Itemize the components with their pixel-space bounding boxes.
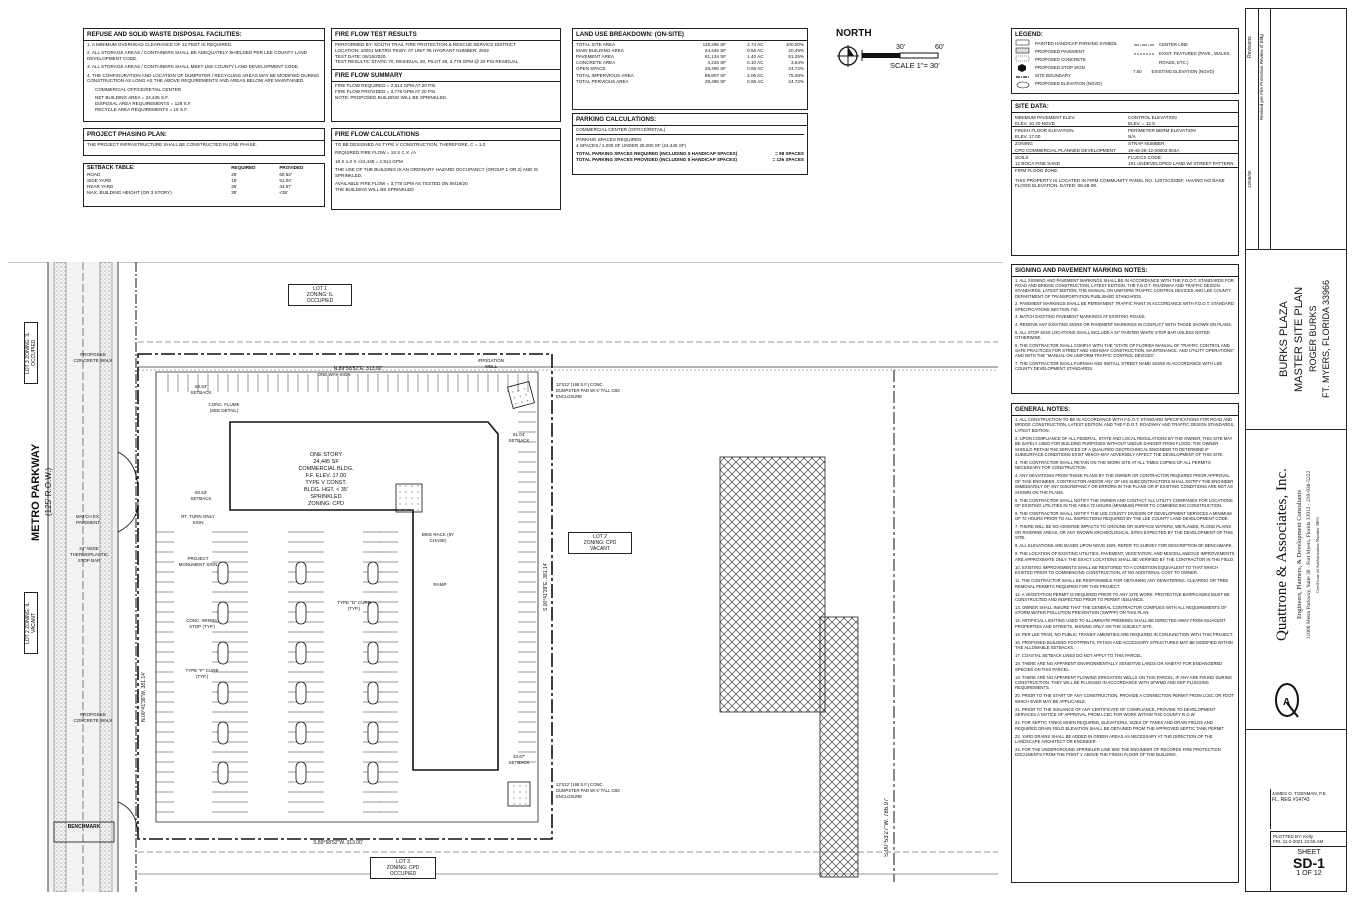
bearing-north: N.89°58'52"E. 313.00' — [333, 366, 383, 372]
calc-line: THE USE OF THE BUILDING IS AN ORDINARY HAZARD OCCUPANCY (GROUP 1 OR 2) AND IS SPRINKLED. — [335, 166, 538, 178]
sitedata-row — [1012, 120, 1238, 127]
setback-row: ROAD — [87, 171, 101, 177]
general-note: 12. A VEGETATION PERMIT IS REQUIRED PRIOR TO ANY SITE WORK. PROTECTIVE BARRICADES MUST BE CONSTRUCTED AND INSPECTED PRIOR TO PERMIT ISSUANCE. — [1015, 591, 1230, 602]
callout-curb-d: TYPE "D" CURB (TYP.) — [337, 600, 371, 611]
landscape-island — [218, 722, 228, 744]
general-note: 8. ALL ELEVATIONS ARE BASED UPON NGVD 1929, REFER TO SURVEY FOR DESCRIPTION OF BENCHMARK. — [1015, 543, 1233, 549]
general-note: 22. FOR SEPTIC TANKS WHEN REQUIRED, ELEVATIONS, SIZES OF TANKS AND DRAIN FIELDS AND REQUIRED DRAIN FIELD ELEVATION SHALL BE OBTAINED FROM THE APPROVED SEPTIC TANK PERMIT. — [1015, 720, 1225, 731]
lot3w-line: ZONING: IL — [25, 332, 31, 359]
firm-subtitle: Engineers, Planners, & Development Consultants — [1296, 490, 1303, 620]
scale-tick-30: 30' — [896, 44, 906, 51]
parking-total-label: TOTAL PARKING SPACES REQUIRED (INCLUDING 5 HANDICAP SPACES) — [576, 151, 738, 157]
callout-stopbar: 24" WIDE THERMOPLASTIC STOP BAR — [69, 546, 109, 563]
callout-curb-f: TYPE "F" CURB (TYP.) — [185, 668, 219, 679]
site-plan-drawing — [8, 262, 1003, 892]
parking-total-value: = 98 SPACES — [775, 151, 804, 157]
callout-rt-turn: RT. TURN ONLY SIGN — [181, 514, 215, 525]
landscape-island — [296, 722, 306, 744]
building-line: BLDG. HGT. < 35' — [304, 487, 348, 493]
fireflow-summary-title: FIRE FLOW SUMMARY — [332, 69, 560, 82]
legend-box — [1011, 28, 1239, 94]
lot3-line: OCCUPIED — [389, 871, 417, 877]
general-box — [1011, 403, 1239, 883]
signing-note: 4. REMOVE ANY EXISTING SIGNS OR PAVEMENT MARKINGS IN CONFLICT WITH THOSE SHOWN ON PLANS. — [1015, 321, 1233, 327]
general-note: 18. THERE ARE NO APPARENT ENVIRONMENTALLY SENSITIVE LANDS OR HABITAT FOR ENDANGERED SPECIES ON THIS PARCEL. — [1015, 661, 1223, 672]
project-name: BURKS PLAZA — [1278, 301, 1290, 377]
general-note: 3. THE CONTRACTOR SHALL RETAIN ON THE WORK SITE AT ALL TIMES COPIES OF ALL PERMITS NECESSARY FOR CONSTRUCTION. — [1015, 460, 1211, 471]
project-location: FT. MYERS, FLORIDA 33966 — [1321, 279, 1331, 399]
legend-item: CENTER LINE — [1159, 42, 1189, 47]
firm-logo — [1274, 681, 1300, 719]
legend-title: LEGEND: — [1015, 31, 1043, 38]
signing-note: 5. ALL STOP SIGN LOCATIONS SHALL INCLUDE A 24" PAINTED WHITE STOP BAR UNLESS NOTED OTHERWISE. — [1015, 329, 1210, 340]
landuse-cell: 4,226 SF — [707, 60, 727, 66]
fireflow-title: FIRE FLOW TEST RESULTS — [332, 29, 560, 41]
sitedata-row — [1012, 140, 1238, 147]
callout-ramp: RAMP — [433, 582, 447, 587]
lot2-line: VACANT — [590, 546, 610, 552]
sitedata-cell: ELEV. 10.40 NGVD — [1015, 120, 1055, 126]
callout-well: IRRIGATION WELL — [478, 358, 504, 369]
sitedata-cell: 191 UNDEVELOPED LAND W/ STREET PATTERN — [1128, 160, 1234, 166]
landscape-island — [368, 722, 378, 744]
landuse-cell: 24.72% — [788, 66, 804, 72]
landscape-island — [368, 642, 378, 664]
sitedata-cell: STRAP NUMBER — [1128, 141, 1165, 147]
lot2w-label — [24, 592, 38, 654]
setback-prov: <35' — [279, 190, 288, 196]
refuse-title: REFUSE AND SOLID WASTE DISPOSAL FACILITIES: — [84, 29, 324, 41]
landuse-cell: 3.54% — [790, 60, 804, 66]
north-label: NORTH — [836, 28, 872, 39]
general-note: 16. PROPOSED BUILDING FOOTPRINTS, PATIOS AND ACCESSORY STRUCTURES MAY BE MODIFIED WITHIN THE ALLOWABLE SETBACKS. — [1015, 639, 1233, 651]
setback-prov: 51.04' — [279, 177, 292, 183]
building-line: ZONING: CPD — [307, 501, 345, 507]
revisions-label: Revisions — [1247, 36, 1253, 58]
setback-table — [83, 163, 325, 207]
plotted-date: FRI, 11-2-2021 10:56 AM — [1273, 839, 1324, 844]
fireflow-line: TEST DATE: 06/19/2020 — [335, 53, 386, 59]
sitedata-cell: ELEV. = 12.5 — [1128, 120, 1155, 126]
callout-oneway: ONE WAY SIGN — [317, 372, 351, 377]
parking-title: PARKING CALCULATIONS: — [573, 114, 807, 126]
general-note: 23. YARD DRAINS SHALL BE ADDED IN GREEN AREAS AS NECESSARY AT THE DIRECTION OF THE LANDSCAPE ARCHITECT OR ENGINEER. — [1015, 733, 1213, 744]
landuse-cell: 89,807 SF — [704, 72, 727, 78]
legend-item: SITE BOUNDARY — [1035, 73, 1071, 78]
callout-walk-2: PROPOSED CONCRETE WALK — [73, 712, 113, 723]
scale-tick-60: 60' — [935, 44, 945, 51]
legend-line-icon — [1132, 41, 1162, 71]
parking-sub: COMMERCIAL CENTER (OFFICE/RETAIL) — [576, 127, 804, 135]
legend-item: EXISTING ELEVATION (NGVD) — [1151, 69, 1215, 74]
setback-req: 35' — [231, 190, 238, 196]
sitedata-cell: 12 BOCA FINE SAND — [1015, 160, 1060, 166]
landuse-cell: TOTAL PERVIOUS AREA — [576, 78, 629, 84]
landuse-cell: 20.49% — [788, 47, 804, 53]
signing-box — [1011, 264, 1239, 394]
lot1-label — [288, 284, 352, 306]
setback-prov: 60.53' — [279, 171, 292, 177]
lot2-line: LOT 2 — [593, 534, 607, 540]
pe-name: JAMES O. TOENMAN, P.E. — [1272, 791, 1328, 796]
setback-label: 43.67' SETBACK — [508, 754, 530, 765]
revision-1: Revised per Fire Protection Review of Bldg — [1259, 34, 1264, 120]
building-line: F.F. ELEV. 17.00 — [305, 473, 347, 479]
setback-req: 25' — [231, 171, 238, 177]
parking-total-value: = 136 SPACES — [772, 157, 804, 163]
calc-line: REQUIRED FIRE FLOW = 18 X C X √A — [335, 150, 417, 156]
legend-item: EXIST. FEATURES (PAVE., WALKS, ROADS, ETC.) — [1159, 51, 1231, 65]
calc-box — [331, 128, 561, 210]
legend-item: PAINTED HANDICAP PARKING SYMBOL — [1035, 41, 1118, 46]
landscape-island — [218, 682, 228, 704]
general-note: 2. UPON COMPLIANCE OF ALL FEDERAL, STATE AND LOCAL REGULATIONS BY THE OWNER, THIS SITE MAY BE SAFELY USED FOR BUILDING PURPOSES WITHOUT UNDUE DANGER FROM FLOOD. THE OWNER SHOULD RETAIN THE SERVICES OF A QUALIFIED GEOTECHNICAL ENGINEER TO DETERMINE IF SUBSURFACE CONDITIONS EXIST WHICH MAY ADVERSELY AFFECT THE DEVELOPMENT OF THIS SITE. — [1015, 435, 1233, 458]
signing-note: 1. ALL SIGNING AND PAVEMENT MARKINGS SHALL BE IN ACCORDANCE WITH THE F.D.O.T. STANDARDS FOR ROAD AND BRIDGE CONSTRUCTION, LATEST EDITION, THE F.D.O.T. ROADWAY AND TRAFFIC DESIGN STANDARDS, LATEST EDITION, THE MANUAL ON UNIFORM TRAFFIC CONTROL DEVICES AND LEE COUNTY DEPARTMENT OF TRANSPORTATION PUBLISHED STANDARDS. — [1015, 278, 1234, 299]
landuse-cell: 24,445 SF — [704, 47, 727, 53]
sitedata-cell: FINISH FLOOR ELEVATION — [1015, 127, 1074, 133]
lot3w-line: OCCUPIED — [31, 339, 37, 367]
lot1-line: ZONING: IL — [306, 292, 334, 298]
street-row: (125' R.O.W.) — [44, 467, 53, 517]
callout-monument: PROJECT MONUMENT SIGN — [178, 556, 218, 567]
sitedata-row — [1012, 134, 1238, 141]
parking-total-label: TOTAL PARKING SPACES PROVIDED (INCLUDING 5 HANDICAP SPACES) — [576, 157, 737, 163]
sitedata-cell: SOILS — [1015, 154, 1029, 160]
landuse-cell: OPEN SPACE — [576, 66, 606, 72]
project-client: ROGER BURKS — [1308, 305, 1318, 373]
lot1-line: LOT 1 — [313, 286, 327, 292]
sitedata-row — [1012, 167, 1238, 174]
refuse-note-2: 2. ALL STORAGE AREAS / CONTAINERS SHALL BE ADEQUATELY SHIELDED PER LEE COUNTY LAND DEVELOPMENT CODE. — [87, 50, 307, 62]
refuse-box — [83, 28, 325, 122]
sitedata-cell: FLUCCS CODE: — [1128, 154, 1163, 160]
firm-cert: Certificate of Authorization Number 5865 — [1315, 517, 1320, 593]
landuse-cell: 119,295 SF — [702, 41, 727, 47]
calc-line: TO BE DESIGNED AS TYPE V CONSTRUCTION, THEREFORE, C = 1.0 — [335, 142, 486, 147]
phasing-text: THE PROJECT INFRASTRUCTURE SHALL BE CONSTRUCTED IN ONE PHASE. — [87, 142, 257, 147]
sitedata-cell: MINIMUM PAVEMENT ELEV. — [1015, 114, 1076, 120]
general-note: 21. PRIOR TO THE ISSUANCE OF ANY CERTIFICATE OF COMPLIANCE, PROVIDE TO DEVELOPMENT SERVICES A NOTICE OF APPROVAL FROM LCEC FOR WORK WITHIN THE COUNTY R.O.W. — [1015, 706, 1216, 718]
pe-reg: FL. REG #14743 — [1272, 797, 1310, 803]
general-note: 10. EXISTING IMPROVEMENTS SHALL BE RESTORED TO A CONDITION EQUIVALENT TO THAT WHICH EXISTED PRIOR TO COMMENCING CONSTRUCTION, AT NO ADDITIONAL COST TO OWNER. — [1015, 564, 1219, 576]
refuse-line-2: DISPOSAL AREA REQUIREMENTS = 128 S.F. — [95, 100, 192, 106]
landscape-island — [218, 762, 228, 784]
calc-line: AVAILABLE FIRE FLOW = 3,778 GPM AS TESTED ON 06/19/20 — [335, 180, 468, 186]
phasing-title: PROJECT PHASING PLAN: — [84, 129, 324, 141]
setback-row: MAX. BUILDING HEIGHT (OR 3 STORY) — [87, 190, 172, 196]
parking-line: 4 SPACES / 1,000 SF UNDER 25,000 SF (24,445 SF) — [576, 142, 687, 148]
callout-wheelstop: CONC. WHEEL STOP (TYP.) — [186, 618, 218, 629]
lot2-line: ZONING: CPD — [583, 540, 617, 546]
landscape-island — [296, 562, 306, 584]
landuse-cell: 29,490 SF — [704, 66, 727, 72]
street-name: METRO PARKWAY — [30, 443, 42, 541]
callout-dumpster: 12'X12' (168 S.F.) CONC. DUMPSTER PAD W/ 6' TALL CBS ENCLOSURE — [556, 382, 620, 399]
sitedata-note: THIS PROPERTY IS LOCATED IN FIRM COMMUNITY PANEL NO. 12071C0335F, HAVING NO BASE FLOOD ELEVATION. DATED: 08-28-08. — [1015, 177, 1225, 189]
landscape-island — [368, 762, 378, 784]
legend-item: PROPOSED ELEVATION (NGVD) — [1035, 81, 1102, 86]
landuse-cell: 0.68 AC — [747, 78, 764, 84]
general-note: 17. COASTAL SETBACK LINES DO NOT APPLY TO THIS PARCEL. — [1015, 653, 1143, 659]
general-note: 20. PRIOR TO THE START OF ANY CONSTRUCTION, PROVIDE A CONNECTION PERMIT FROM LCEC OR FDOT WHICH EVER MAY BE APPLICABLE. — [1015, 693, 1234, 704]
landuse-cell: 0.10 AC — [747, 60, 764, 66]
fireflow-summary-line: FIRE FLOW REQUIRED = 2,914 GPM AT 20 PSI — [335, 83, 436, 89]
sitedata-cell: PERIMETER BERM ELEVATION — [1128, 127, 1196, 133]
legend-item: PROPOSED CONCRETE — [1035, 57, 1086, 62]
fireflow-line: TEST RESULTS: STATIC 70, RESIDUAL 60, PILOT 28, 3,778 GPM @ 20 PSI RESIDUAL — [335, 59, 519, 65]
setback-label: 51.04' SETBACK — [508, 432, 530, 443]
bearing-far: S.00°53'27"W. 786.97' — [884, 797, 890, 857]
sheet-number: SD-1 — [1293, 855, 1325, 871]
landuse-cell: 100.00% — [785, 41, 804, 47]
building-line: SPRINKLED — [310, 494, 342, 500]
legend-item: PROPOSED STOP SIGN — [1035, 65, 1085, 70]
site-plan — [8, 262, 1003, 892]
landuse-cell: 75.28% — [788, 72, 804, 78]
landuse-cell: PAVEMENT AREA — [576, 53, 615, 59]
phasing-box — [83, 128, 325, 156]
svg-text:A: A — [1283, 697, 1291, 708]
setback-req: 25' — [231, 184, 238, 190]
landscape-island — [218, 642, 228, 664]
sheet-label: SHEET — [1297, 849, 1321, 856]
general-note: 19. THERE ARE NO APPARENT FLOWING IRRIGATION WELLS ON THIS PARCEL; IF ANY ARE FOUND DURING CONSTRUCTION, THEY WILL BE PLUGGED IN ACCORDANCE WITH SFWMD AND DEP PLUGGING REQUIREMENTS. — [1015, 674, 1233, 691]
lot3w-line: LOT 3 — [25, 360, 31, 374]
fireflow-line: PERFORMED BY: SOUTH TRAIL FIRE PROTECTION & RESCUE SERVICE DISTRICT — [335, 42, 516, 47]
lot3-line: ZONING: CPD — [386, 865, 420, 871]
refuse-sub: COMMERCIAL OFFICE/RETAIL CENTER — [95, 86, 182, 92]
callout-bike: BIKE RACK (8Y CHASE) — [421, 532, 455, 543]
building-line: 24,445 SF — [313, 459, 339, 465]
sitedata-title: SITE DATA: — [1012, 101, 1238, 113]
sitedata-cell: N/A — [1128, 134, 1136, 140]
general-note: 9. THE LOCATION OF EXISTING UTILITIES, PAVEMENT, VEGETATION, AND MISCELLANEOUS IMPROVEMENTS ARE APPROXIMATE ONLY. THE EXACT LOCATIONS SHALL BE VERIFIED BY THE CONTRACTOR IN THE FIELD. — [1015, 551, 1235, 562]
lot3w-label — [24, 322, 38, 384]
legend-item: PROPOSED PAVEMENT — [1035, 49, 1085, 54]
refuse-note-4: 4. THE CONFIGURATION AND LOCATION OF DUMPSTER / RECYCLING AREAS MAY BE MODIFIED DURING CONSTRUCTION AS LONG AS THE ABOVE REQUIREMENTS AND AREAS BELOW ARE MAINTAINED. — [87, 72, 320, 84]
fireflow-summary-line: FIRE FLOW PROVIDED = 3,778 GPM AT 20 PSI — [335, 88, 436, 94]
sitedata-row — [1012, 147, 1238, 154]
revision-date-1: 12/06/06 — [1247, 170, 1252, 188]
general-note: 4. ANY DEVIATIONS FROM THESE PLANS BY THE OWNER OR CONTRACTOR REQUIRES PRIOR APPROVAL OF THIS ENGINEER. CONTRACTOR AND/OR ANY OF HIS SUBCONTRACTORS SHALL NOTIFY THE ENGINEER IMMEDIATELY OF ANY DISCREPANCY OR ERRORS IN THE PLANS OR IF EXISTING CONDITIONS ARE NOT AS SHOWN ON THE PLANS. — [1015, 473, 1234, 495]
lot2w-line: ZONING: IL — [25, 602, 31, 629]
firm-logo-icon — [1274, 681, 1300, 719]
building-label — [276, 452, 376, 508]
title-block — [1245, 8, 1347, 892]
firm-name: Quattrone & Associates, Inc. — [1274, 468, 1290, 642]
landuse-cell: CONCRETE AREA — [576, 60, 616, 66]
bearing-east: S.00°41'38"E. 381.14' — [543, 562, 549, 612]
lot3-line: LOT 3 — [396, 859, 410, 865]
parking-box — [572, 113, 808, 175]
building-line: COMMERCIAL BLDG. — [298, 466, 354, 472]
landuse-title: LAND USE BREAKDOWN: (ON-SITE) — [573, 29, 807, 41]
calc-title: FIRE FLOW CALCULATIONS — [332, 129, 560, 141]
landuse-cell: 24.72% — [788, 78, 804, 84]
signing-note: 7. THE CONTRACTOR SHALL FURNISH AND INSTALL STREET NAME SIGNS IN ACCORDANCE WITH LEE COUNTY DEVELOPMENT STANDARDS. — [1015, 360, 1223, 371]
setback-req: 15' — [231, 177, 238, 183]
general-note: 1. ALL CONSTRUCTION TO BE IN ACCORDANCE WITH F.D.O.T. STANDARD SPECIFICATIONS FOR ROAD AND BRIDGE CONSTRUCTION, LATEST EDITION, AND THE F.D.O.T. ROADWAY AND TRAFFIC DESIGN STANDARDS, LATEST EDITION. — [1015, 417, 1235, 433]
legend-elev: 7.60 — [1133, 69, 1142, 74]
general-note: 14. ARTIFICIAL LIGHTING USED TO ILLUMINATE PREMISES SHALL BE DIRECTED AWAY FROM ADJACENT PROPERTIES AND STREETS, SHINING ONLY ON THE SUBJECT SITE. — [1015, 618, 1226, 629]
landuse-cell: 2.74 AC — [747, 41, 764, 47]
landuse-cell: TOTAL IMPERVIOUS AREA — [576, 72, 634, 78]
landuse-cell: 29,490 SF — [704, 78, 727, 84]
setback-head-prov: PROVIDED — [279, 165, 304, 171]
landuse-cell: MAIN BUILDING AREA — [576, 47, 624, 53]
sitedata-cell: 19-45-25-12-00003.003A — [1128, 147, 1180, 153]
callout-match: MATCH EX. PAVEMENT — [75, 514, 101, 525]
landscape-island — [218, 562, 228, 584]
fireflow-box — [331, 28, 561, 122]
sheet-of: 1 OF 12 — [1296, 870, 1322, 877]
lot3-label — [370, 857, 436, 879]
general-note: 6. THE CONTRACTOR SHALL NOTIFY THE LEE COUNTY DIVISION OF DEVELOPMENT SERVICES A MINIMUM OF 72 HOURS PRIOR TO ALL INSPECTIONS REQUIRED BY THE LEE COUNTY LAND DEVELOPMENT CODE. — [1015, 511, 1232, 522]
bearing-west: N.00°41'38"W. 381.14' — [141, 672, 147, 722]
landscape-island — [296, 762, 306, 784]
refuse-line-1: NET BUILDING AREA = 24,445 S.F. — [95, 95, 169, 101]
landscape-island — [296, 602, 306, 624]
setback-label: 60.53' SETBACK — [190, 384, 212, 395]
lot2-label — [568, 532, 632, 554]
signing-title: SIGNING AND PAVEMENT MARKING NOTES: — [1012, 265, 1238, 277]
sitedata-cell: CONTROL ELEVATION — [1128, 114, 1177, 120]
setback-row: REAR YARD — [87, 184, 114, 190]
signing-note: 6. THE CONTRACTOR SHALL COMPLY WITH THE "STATE OF FLORIDA MANUAL OF TRAFFIC CONTROL AND SAFE PRACTICES FOR STREET AND HIGHWAY CONSTRUCTION, MAINTENANCE, AND UTILITY OPERATIONS" AND WITH THE "MANUAL ON UNIFORM TRAFFIC CONTROL DEVICES". — [1015, 342, 1235, 358]
general-note: 24. FOR THE UNDERGROUND SPRINKLER LINE SEE THE ENGINEER OF RECORDS FIRE PROTECTION DOCUMENTS FROM THE POINT 1' ABOVE THE FINISH FLOOR OF THE BUILDING. — [1015, 746, 1221, 758]
landuse-table — [572, 28, 808, 110]
refuse-note-3: 3. ALL STORAGE AREAS / CONTAINERS SHALL MEET LEE COUNTY LAND DEVELOPMENT CODE. — [87, 64, 300, 70]
signing-note: 3. MATCH EXISTING PAVEMENT MARKINGS AT EXISTING ROADS. — [1015, 314, 1146, 320]
landscape-island — [296, 642, 306, 664]
general-note: 5. THE CONTRACTOR SHALL NOTIFY THE OWNER AND CONTACT ALL UTILITY COMPANIES FOR LOCATIONS OF EXISTING UTILITIES IN THE AREA 72 HOURS (MINIMUM) PRIOR TO COMMENCING CONSTRUCTION. — [1015, 497, 1233, 509]
landuse-cell: 51.25% — [788, 53, 804, 59]
setback-title: SETBACK TABLE: — [87, 164, 135, 171]
landuse-cell: 61,134 SF — [704, 53, 727, 59]
parking-line: PARKING SPACES REQUIRED — [576, 136, 642, 142]
lot2w-line: LOT 2 — [25, 630, 31, 644]
sitedata-box — [1011, 100, 1239, 256]
refuse-note-1: 1. A MINIMUM OVERHEAD CLEARANCE OF 22 FEET IS REQUIRED. — [87, 42, 233, 47]
callout-flume: CONC. FLUME (SEE DETAIL) — [208, 402, 240, 413]
sitedata-cell: CPD COMMERCIAL PLANNED DEVELOPMENT — [1015, 147, 1116, 153]
fireflow-line: LOCATION: 10001 METRO PKWY. AT UNIT #5 HYDRANT NUMBER: 2502 — [335, 47, 489, 53]
sitedata-row — [1012, 154, 1238, 161]
landscape-island — [368, 682, 378, 704]
project-sheet-title: MASTER SITE PLAN — [1293, 286, 1305, 392]
sitedata-row — [1012, 160, 1238, 167]
calc-line: 18 X 1.0 X √24,445 = 2,914 GPM — [335, 158, 403, 164]
legend-symbols-icon — [1015, 39, 1031, 91]
landuse-cell: 0.56 AC — [747, 47, 764, 53]
fireflow-summary-line: NOTE: PROPOSED BUILDING WILL BE SPRINKLED. — [335, 94, 448, 100]
general-note: 15. PER LEE TRAN, NO PUBLIC TRANSIT AMENITIES ARE REQUIRED IN CONJUNCTION WITH THIS PROJECT. — [1015, 631, 1234, 637]
sitedata-row — [1012, 127, 1238, 134]
landuse-cell: 0.68 AC — [747, 66, 764, 72]
setback-row: SIDE YARD — [87, 177, 112, 183]
callout-walk: PROPOSED CONCRETE WALK — [73, 352, 113, 363]
refuse-line-3: RECYCLE AREA REQUIREMENTS = 16 S.F. — [95, 106, 188, 112]
setback-head-req: REQUIRED — [231, 165, 256, 171]
building-line: TYPE V CONST. — [305, 480, 347, 486]
general-note: 13. OWNER SHALL INSURE THAT THE GENERAL CONTRACTOR COMPLIES WITH ALL REQUIREMENTS OF STORM WATER POLLUTION PREVENTION (SWPPP) ON THIS PLAN. — [1015, 604, 1227, 616]
general-note: 11. THE CONTRACTOR SHALL BE RESPONSIBLE FOR OBTAINING ANY DEWATERING, CLEARING OR TREE REMOVAL PERMITS REQUIRED FOR THIS PROJECT. — [1015, 578, 1229, 589]
callout-dumpster-2: 12'X12' (168 S.F.) CONC. DUMPSTER PAD W/ 6' TALL CBS ENCLOSURE — [556, 782, 620, 799]
general-title: GENERAL NOTES: — [1012, 404, 1238, 416]
bearing-south: S.89°58'52"W. 313.00' — [313, 840, 363, 846]
landscape-island — [368, 562, 378, 584]
lot1-line: OCCUPIED — [306, 298, 334, 304]
lot2w-line: VACANT — [31, 613, 37, 633]
landscape-island — [296, 682, 306, 704]
sitedata-cell: ELEV. 17.00 — [1015, 134, 1041, 140]
firm-address: 11000 Metro Parkway, Suite 30 · Fort Myers, Florida 33912 · 239-936-5222 — [1306, 470, 1312, 640]
sitedata-cell: FIRM FLOOD ZONE: — [1015, 168, 1059, 174]
landuse-cell: TOTAL SITE AREA — [576, 41, 616, 47]
landuse-cell: 2.06 AC — [747, 72, 764, 78]
calc-line: THE BUILDING WILL BE SPRINKLED — [335, 186, 414, 192]
signing-note: 2. PAVEMENT MARKINGS SHALL BE PERMANENT TRAFFIC PAINT IN ACCORDANCE WITH F.D.O.T. STANDARD SPECIFICATIONS SECTION 710. — [1015, 301, 1234, 312]
sitedata-cell: ZONING — [1015, 141, 1033, 147]
general-note: 7. THERE WILL BE NO ADVERSE IMPACTS TO GROUND OR SURFACE WATERS, WETLANDS, FLOOD PLAINS OR RIVERINE AREAS, OR ANY KNOWN ARCHEOLOGICAL SITES EXPECTED BY THE DEVELOPMENT OF THIS SITE. — [1015, 524, 1233, 541]
callout-benchmark: BENCHMARK — [67, 824, 101, 830]
landuse-row — [573, 78, 807, 84]
north-arrow — [828, 26, 968, 74]
sitedata-cell — [1125, 167, 1238, 174]
scale-label: SCALE 1"= 30' — [890, 61, 940, 70]
plotted-by: PLOTTED BY: Kelly — [1273, 834, 1314, 839]
landuse-cell: 1.40 AC — [747, 53, 764, 59]
setback-prov: 43.67' — [279, 184, 292, 190]
setback-label: 60.53' SETBACK — [190, 490, 212, 501]
building-line: ONE STORY — [309, 452, 343, 458]
